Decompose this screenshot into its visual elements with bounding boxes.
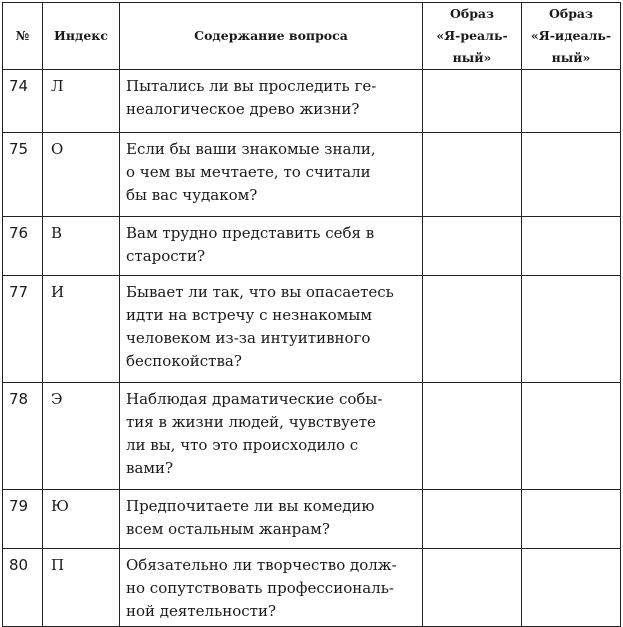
row-number: 75 <box>3 133 43 217</box>
question-line: вами? <box>126 459 174 477</box>
question-line: Вам трудно представить себя в <box>126 224 375 242</box>
answer-real-cell[interactable] <box>423 549 522 627</box>
answer-real-cell[interactable] <box>423 217 522 276</box>
question-line: человеком из-за интуитивного <box>126 329 371 347</box>
row-question <box>120 490 423 549</box>
row-question <box>120 383 423 490</box>
header-real-line: ный» <box>452 50 492 65</box>
header-ideal-self <box>522 3 621 70</box>
row-question <box>120 549 423 627</box>
row-index: П <box>43 549 120 627</box>
question-line: Бывает ли так, что вы опасаетесь <box>126 283 394 301</box>
header-ideal-line: Образ <box>548 6 594 21</box>
table-row <box>3 133 621 217</box>
table-row <box>3 490 621 549</box>
answer-ideal-cell[interactable] <box>522 70 621 133</box>
header-index: Индекс <box>43 3 120 70</box>
answer-ideal-cell[interactable] <box>522 383 621 490</box>
row-index: Ю <box>43 490 120 549</box>
row-number: 78 <box>3 383 43 490</box>
header-ideal-line: ный» <box>551 50 591 65</box>
row-number: 80 <box>3 549 43 627</box>
table-header <box>3 3 621 70</box>
table-body <box>3 70 621 627</box>
answer-real-cell[interactable] <box>423 70 522 133</box>
question-line: Предпочитаете ли вы комедию <box>126 497 375 515</box>
questionnaire-table <box>2 2 621 627</box>
header-ideal-line: «Я-идеаль- <box>530 28 612 43</box>
answer-real-cell[interactable] <box>423 133 522 217</box>
table-row <box>3 217 621 276</box>
row-number: 77 <box>3 276 43 383</box>
header-question: Содержание вопроса <box>120 3 423 70</box>
header-row <box>3 3 621 70</box>
header-real-self <box>423 3 522 70</box>
question-line: Если бы ваши знакомые знали, <box>126 140 376 158</box>
row-index: В <box>43 217 120 276</box>
question-line: беспокойства? <box>126 352 242 370</box>
answer-real-cell[interactable] <box>423 276 522 383</box>
row-index: О <box>43 133 120 217</box>
header-real-line: «Я-реаль- <box>436 28 508 43</box>
questionnaire-sheet <box>2 2 621 627</box>
question-line: идти на встречу с незнакомым <box>126 306 372 324</box>
answer-real-cell[interactable] <box>423 383 522 490</box>
row-index: Л <box>43 70 120 133</box>
question-line: Обязательно ли творчество долж- <box>126 556 397 574</box>
row-number: 79 <box>3 490 43 549</box>
row-number: 74 <box>3 70 43 133</box>
row-number: 76 <box>3 217 43 276</box>
row-question <box>120 276 423 383</box>
table-row <box>3 70 621 133</box>
table-row <box>3 383 621 490</box>
question-line: всем остальным жанрам? <box>126 520 330 538</box>
answer-real-cell[interactable] <box>423 490 522 549</box>
answer-ideal-cell[interactable] <box>522 217 621 276</box>
row-question <box>120 133 423 217</box>
row-question <box>120 217 423 276</box>
row-index: И <box>43 276 120 383</box>
question-line: о чем вы мечтаете, то считали <box>126 163 371 181</box>
question-line: тия в жизни людей, чувствуете <box>126 413 376 431</box>
table-row <box>3 276 621 383</box>
answer-ideal-cell[interactable] <box>522 133 621 217</box>
answer-ideal-cell[interactable] <box>522 549 621 627</box>
table-row <box>3 549 621 627</box>
question-line: ли вы, что это происходило с <box>126 436 359 454</box>
question-line: Наблюдая драматические собы- <box>126 390 383 408</box>
header-number: № <box>3 3 43 70</box>
question-line: неалогическое древо жизни? <box>126 100 360 118</box>
answer-ideal-cell[interactable] <box>522 490 621 549</box>
row-index: Э <box>43 383 120 490</box>
question-line: ной деятельности? <box>126 602 277 620</box>
header-real-line: Образ <box>449 6 495 21</box>
question-line: старости? <box>126 247 206 265</box>
row-question <box>120 70 423 133</box>
answer-ideal-cell[interactable] <box>522 276 621 383</box>
question-line: но сопутствовать профессиональ- <box>126 579 394 597</box>
question-line: бы вас чудаком? <box>126 186 258 204</box>
question-line: Пытались ли вы проследить ге- <box>126 77 377 95</box>
